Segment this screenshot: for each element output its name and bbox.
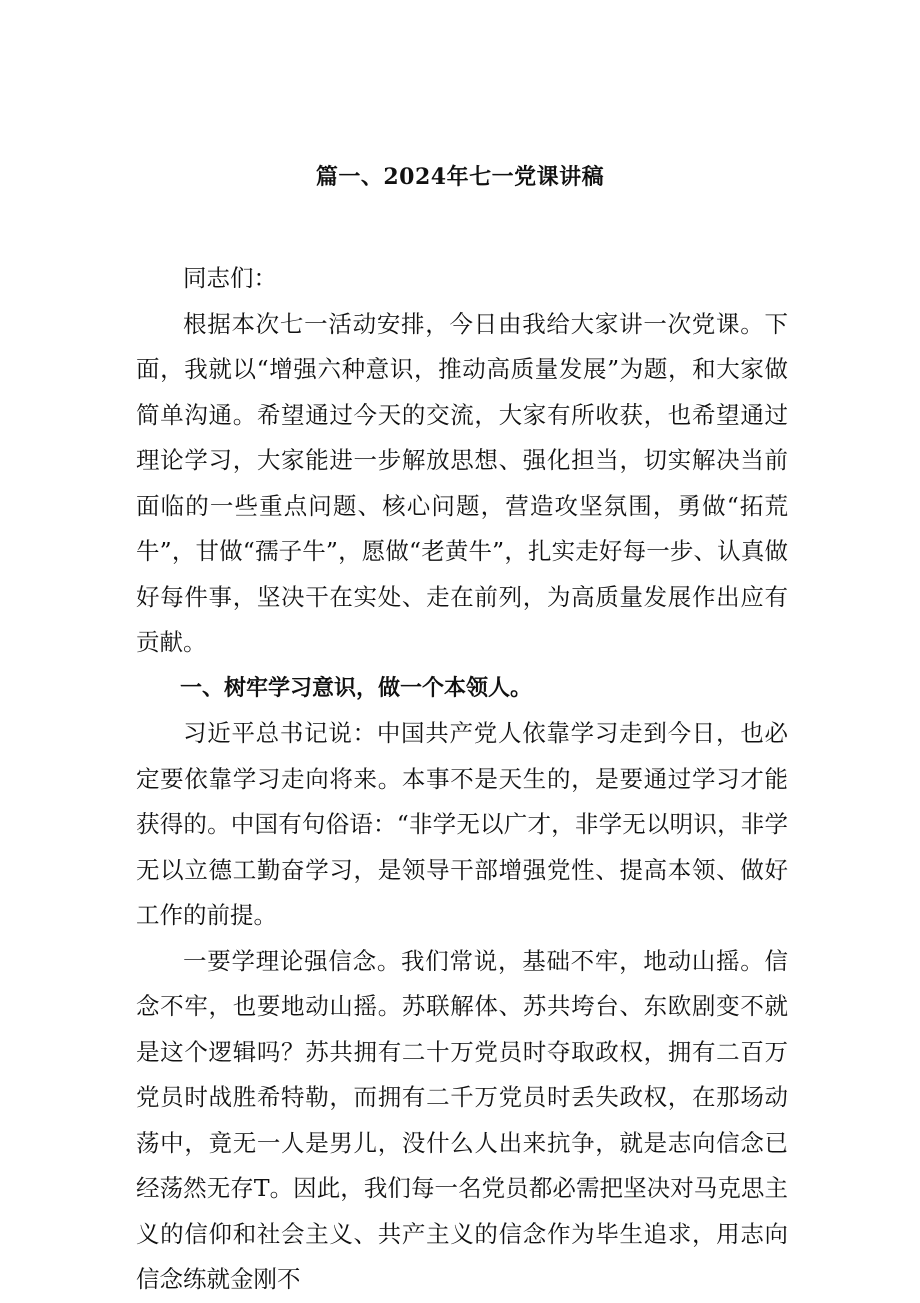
intro-paragraph: 根据本次七一活动安排，今日由我给大家讲一次党课。下面，我就以“增强六种意识，推动高质量发展”为题，和大家做简单沟通。希望通过今天的交流，大家有所收获，也希望通过理论学习，大家能进一步解放思想、强化担当，切实解决当前面临的一些重点问题、核心问题，营造攻坚氛围，勇做“拓荒牛”，甘做“孺子牛”，愿做“老黄牛”，扎实走好每一步、认真做好每件事，坚决干在实处、走在前列，为高质量发展作出应有贡献。 — [136, 309, 788, 656]
document-title: 篇一、2024年七一党课讲稿 — [315, 164, 605, 190]
document-body — [136, 256, 788, 1303]
salutation-paragraph: 同志们： — [183, 264, 277, 292]
body-paragraph: 习近平总书记说：中国共产党人依靠学习走到今日，也必定要依靠学习走向将来。本事不是天生的，是要通过学习才能获得的。中国有句俗语：“非学无以广才，非学无以明识，非学无以立德工勤奋学习，是领导干部增强党性、提高本领、做好工作的前提。 — [136, 719, 788, 929]
body-paragraph: 一要学理论强信念。我们常说，基础不牢，地动山摇。信念不牢，也要地动山摇。苏联解体、苏共垮台、东欧剧变不就是这个逻辑吗？苏共拥有二十万党员时夺取政权，拥有二百万党员时战胜希特勒，而拥有二千万党员时丢失政权，在那场动荡中，竟无一人是男儿，没什么人出来抗争，就是志向信念已经荡然无存T。因此，我们每一名党员都必需把坚决对马克思主义的信仰和社会主义、共产主义的信念作为毕生追求，用志向信念练就金刚不 — [136, 946, 788, 1293]
section-heading: 一、树牢学习意识，做一个本领人。 — [180, 675, 533, 701]
